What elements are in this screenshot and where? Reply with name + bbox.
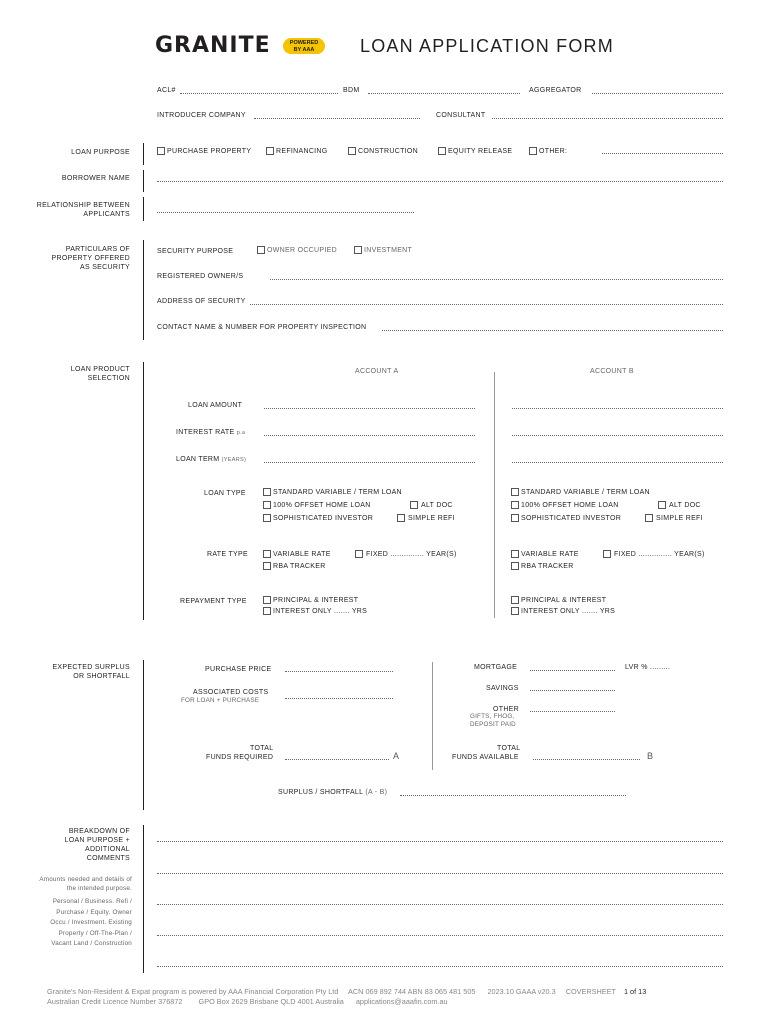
property-section: PARTICULARS OF PROPERTY OFFERED AS SECURITY <box>51 246 130 271</box>
offset-b-checkbox[interactable] <box>511 501 519 509</box>
footer-email[interactable]: applications@aaafin.com.au <box>355 997 448 1006</box>
fixed-a-label: FIXED ............... YEAR(S) <box>366 551 457 558</box>
simple-refi-a-checkbox[interactable] <box>397 514 405 522</box>
account-a-heading: ACCOUNT A <box>355 368 399 375</box>
introducer-company-label: INTRODUCER COMPANY <box>157 112 246 119</box>
repayment-type-label: REPAYMENT TYPE <box>180 598 247 605</box>
alt-doc-a-checkbox[interactable] <box>410 501 418 509</box>
purchase-price-label: PURCHASE PRICE <box>205 666 272 673</box>
logo-text: GRANITE <box>155 33 271 58</box>
footer-acn: ACN 069 892 744 ABN 83 065 481 505 <box>348 987 476 996</box>
interest-only-a-label: INTEREST ONLY ....... YRS <box>273 608 368 615</box>
page-title: LOAN APPLICATION FORM <box>360 36 614 56</box>
owner-occupied-checkbox[interactable] <box>257 246 265 254</box>
std-variable-b-label: STANDARD VARIABLE / TERM LOAN <box>521 489 650 496</box>
variable-rate-b-label: VARIABLE RATE <box>521 551 579 558</box>
funds-divider <box>432 662 433 770</box>
breakdown-line-5[interactable] <box>157 966 723 967</box>
sophisticated-b-label: SOPHISTICATED INVESTOR <box>521 515 622 522</box>
footer-licence: Australian Credit Licence Number 376872 <box>47 997 183 1006</box>
loan-term-label <box>176 455 246 465</box>
other-funds-field[interactable] <box>530 711 615 712</box>
relationship-label: RELATIONSHIP BETWEEN APPLICANTS <box>36 202 130 218</box>
total-available-label-1: TOTAL <box>497 745 521 752</box>
relationship-field[interactable] <box>157 212 414 213</box>
loan-term-a-field[interactable] <box>264 462 475 463</box>
equity-release-checkbox[interactable] <box>438 147 446 155</box>
other-checkbox[interactable] <box>529 147 537 155</box>
bdm-field[interactable] <box>368 93 520 94</box>
breakdown-line-1[interactable] <box>157 841 723 842</box>
std-variable-a-checkbox[interactable] <box>263 488 271 496</box>
total-required-label-2: FUNDS REQUIRED <box>206 754 274 761</box>
alt-doc-b-checkbox[interactable] <box>658 501 666 509</box>
acl-label: ACL# <box>157 87 176 94</box>
fixed-b-checkbox[interactable] <box>603 550 611 558</box>
borrower-name-field[interactable] <box>157 181 723 182</box>
total-available-field[interactable] <box>533 759 640 760</box>
other-funds-sub-1: GIFTS, FHOG, <box>470 713 515 720</box>
registered-owners-field[interactable] <box>270 279 723 280</box>
principal-interest-a-checkbox[interactable] <box>263 596 271 604</box>
loan-type-label: LOAN TYPE <box>204 490 246 497</box>
purchase-property-checkbox[interactable] <box>157 147 165 155</box>
mortgage-label: MORTGAGE <box>474 664 518 671</box>
security-purpose-label: SECURITY PURPOSE <box>157 248 234 255</box>
loan-product-section: LOAN PRODUCT SELECTION <box>70 366 130 382</box>
fixed-b-label: FIXED ............... YEAR(S) <box>614 551 705 558</box>
interest-rate-label <box>176 428 245 438</box>
interest-only-b-checkbox[interactable] <box>511 607 519 615</box>
rba-tracker-b-label: RBA TRACKER <box>521 563 574 570</box>
interest-only-a-checkbox[interactable] <box>263 607 271 615</box>
footer-program: Granite's Non-Resident & Expat program is powered by AAA Financial Corporation Pty Ltd <box>47 987 339 996</box>
section-divider <box>143 240 144 340</box>
alt-doc-b-label: ALT DOC <box>669 502 701 509</box>
other-label: OTHER: <box>539 148 568 155</box>
investment-checkbox[interactable] <box>354 246 362 254</box>
principal-interest-b-checkbox[interactable] <box>511 596 519 604</box>
rba-tracker-a-checkbox[interactable] <box>263 562 271 570</box>
offset-a-label: 100% OFFSET HOME LOAN <box>273 502 371 509</box>
section-divider <box>143 362 144 620</box>
surplus-shortfall-field[interactable] <box>400 795 626 796</box>
refinancing-label: REFINANCING <box>276 148 328 155</box>
breakdown-line-3[interactable] <box>157 904 723 905</box>
breakdown-note-2: Personal / Business. Refi / Purchase / Equity. Owner Occu / Investment. Existing Property / Off-The-Plan / Vacant Land / Construction <box>50 898 132 947</box>
section-divider <box>143 143 144 165</box>
interest-rate-b-field[interactable] <box>512 435 723 436</box>
std-variable-b-checkbox[interactable] <box>511 488 519 496</box>
registered-owners-label: REGISTERED OWNER/S <box>157 273 244 280</box>
contact-label: CONTACT NAME & NUMBER FOR PROPERTY INSPECTION <box>157 324 367 331</box>
simple-refi-a-label: SIMPLE REFI <box>408 515 455 522</box>
page-number: 1 of 13 <box>623 987 647 996</box>
owner-occupied-label: OWNER OCCUPIED <box>267 247 337 254</box>
section-divider <box>143 197 144 221</box>
variable-rate-a-checkbox[interactable] <box>263 550 271 558</box>
breakdown-section: BREAKDOWN OF LOAN PURPOSE + ADDITIONAL COMMENTS <box>64 828 130 862</box>
loan-amount-label: LOAN AMOUNT <box>188 402 243 409</box>
footer-line-1 <box>47 987 646 997</box>
interest-only-b-label: INTEREST ONLY ....... YRS <box>521 608 616 615</box>
associated-costs-label: ASSOCIATED COSTS <box>193 689 269 696</box>
investment-label: INVESTMENT <box>364 247 413 254</box>
consultant-field[interactable] <box>492 118 723 119</box>
associated-costs-field[interactable] <box>285 698 393 699</box>
simple-refi-b-checkbox[interactable] <box>645 514 653 522</box>
breakdown-line-2[interactable] <box>157 873 723 874</box>
other-funds-label: OTHER <box>493 706 519 713</box>
powered-by-badge <box>283 38 325 54</box>
other-funds-sub-2: DEPOSIT PAID <box>470 721 516 728</box>
surplus-formula: (A - B) <box>365 789 388 796</box>
badge-line-1: POWERED <box>289 40 319 46</box>
section-divider <box>143 825 144 973</box>
offset-a-checkbox[interactable] <box>263 501 271 509</box>
savings-field[interactable] <box>530 690 615 691</box>
loan-term-text: LOAN TERM <box>176 456 220 463</box>
other-field[interactable] <box>602 153 723 154</box>
variable-rate-a-label: VARIABLE RATE <box>273 551 331 558</box>
associated-costs-sub: FOR LOAN + PURCHASE <box>181 697 260 704</box>
contact-field[interactable] <box>382 330 723 331</box>
surplus-shortfall-label <box>278 788 387 797</box>
loan-amount-b-field[interactable] <box>512 408 723 409</box>
interest-rate-text: INTEREST RATE <box>176 429 235 436</box>
footer-address: GPO Box 2629 Brisbane QLD 4001 Australia <box>198 997 344 1006</box>
interest-rate-suffix: p.a <box>236 430 246 436</box>
marker-a: A <box>393 751 400 761</box>
variable-rate-b-checkbox[interactable] <box>511 550 519 558</box>
marker-b: B <box>647 751 654 761</box>
acl-field[interactable] <box>180 93 338 94</box>
consultant-label: CONSULTANT <box>436 112 486 119</box>
introducer-company-field[interactable] <box>254 118 420 119</box>
equity-release-label: EQUITY RELEASE <box>448 148 513 155</box>
simple-refi-b-label: SIMPLE REFI <box>656 515 703 522</box>
refinancing-checkbox[interactable] <box>266 147 274 155</box>
footer-version: 2023.10 GAAA v20.3 <box>487 987 556 996</box>
mortgage-field[interactable] <box>530 670 615 671</box>
account-divider <box>494 372 495 618</box>
purchase-property-label: PURCHASE PROPERTY <box>167 148 252 155</box>
surplus-section: EXPECTED SURPLUS OR SHORTFALL <box>52 664 130 680</box>
logo <box>155 33 275 59</box>
alt-doc-a-label: ALT DOC <box>421 502 453 509</box>
lvr-label: LVR % ......... <box>625 664 671 671</box>
total-required-label-1: TOTAL <box>250 745 274 752</box>
aggregator-label: AGGREGATOR <box>529 87 582 94</box>
footer-line-2 <box>47 997 448 1007</box>
breakdown-note-1: Amounts needed and details of the intended purpose. <box>39 876 132 892</box>
loan-term-b-field[interactable] <box>512 462 723 463</box>
bdm-label: BDM <box>343 87 360 94</box>
sophisticated-a-label: SOPHISTICATED INVESTOR <box>273 515 374 522</box>
aggregator-field[interactable] <box>592 93 723 94</box>
rate-type-label: RATE TYPE <box>207 551 248 558</box>
surplus-shortfall-text: SURPLUS / SHORTFALL <box>278 789 364 796</box>
address-of-security-field[interactable] <box>250 304 723 305</box>
loan-purpose-section: LOAN PURPOSE <box>71 149 130 156</box>
principal-interest-a-label: PRINCIPAL & INTEREST <box>273 597 359 604</box>
borrower-name-label: BORROWER NAME <box>61 175 130 182</box>
construction-checkbox[interactable] <box>348 147 356 155</box>
std-variable-a-label: STANDARD VARIABLE / TERM LOAN <box>273 489 402 496</box>
badge-line-2: BY AAA <box>293 46 315 53</box>
total-available-label-2: FUNDS AVAILABLE <box>452 754 519 761</box>
breakdown-line-4[interactable] <box>157 935 723 936</box>
section-divider <box>143 660 144 810</box>
rba-tracker-b-checkbox[interactable] <box>511 562 519 570</box>
purchase-price-field[interactable] <box>285 671 393 672</box>
account-b-heading: ACCOUNT B <box>590 368 634 375</box>
footer-sheet: COVERSHEET <box>565 987 616 996</box>
loan-term-suffix: (YEARS) <box>221 457 247 463</box>
rba-tracker-a-label: RBA TRACKER <box>273 563 326 570</box>
construction-label: CONSTRUCTION <box>358 148 418 155</box>
interest-rate-a-field[interactable] <box>264 435 475 436</box>
savings-label: SAVINGS <box>486 685 519 692</box>
address-of-security-label: ADDRESS OF SECURITY <box>157 298 246 305</box>
offset-b-label: 100% OFFSET HOME LOAN <box>521 502 619 509</box>
principal-interest-b-label: PRINCIPAL & INTEREST <box>521 597 607 604</box>
total-required-field[interactable] <box>285 759 389 760</box>
sophisticated-a-checkbox[interactable] <box>263 514 271 522</box>
section-divider <box>143 170 144 192</box>
sophisticated-b-checkbox[interactable] <box>511 514 519 522</box>
loan-amount-a-field[interactable] <box>264 408 475 409</box>
fixed-a-checkbox[interactable] <box>355 550 363 558</box>
